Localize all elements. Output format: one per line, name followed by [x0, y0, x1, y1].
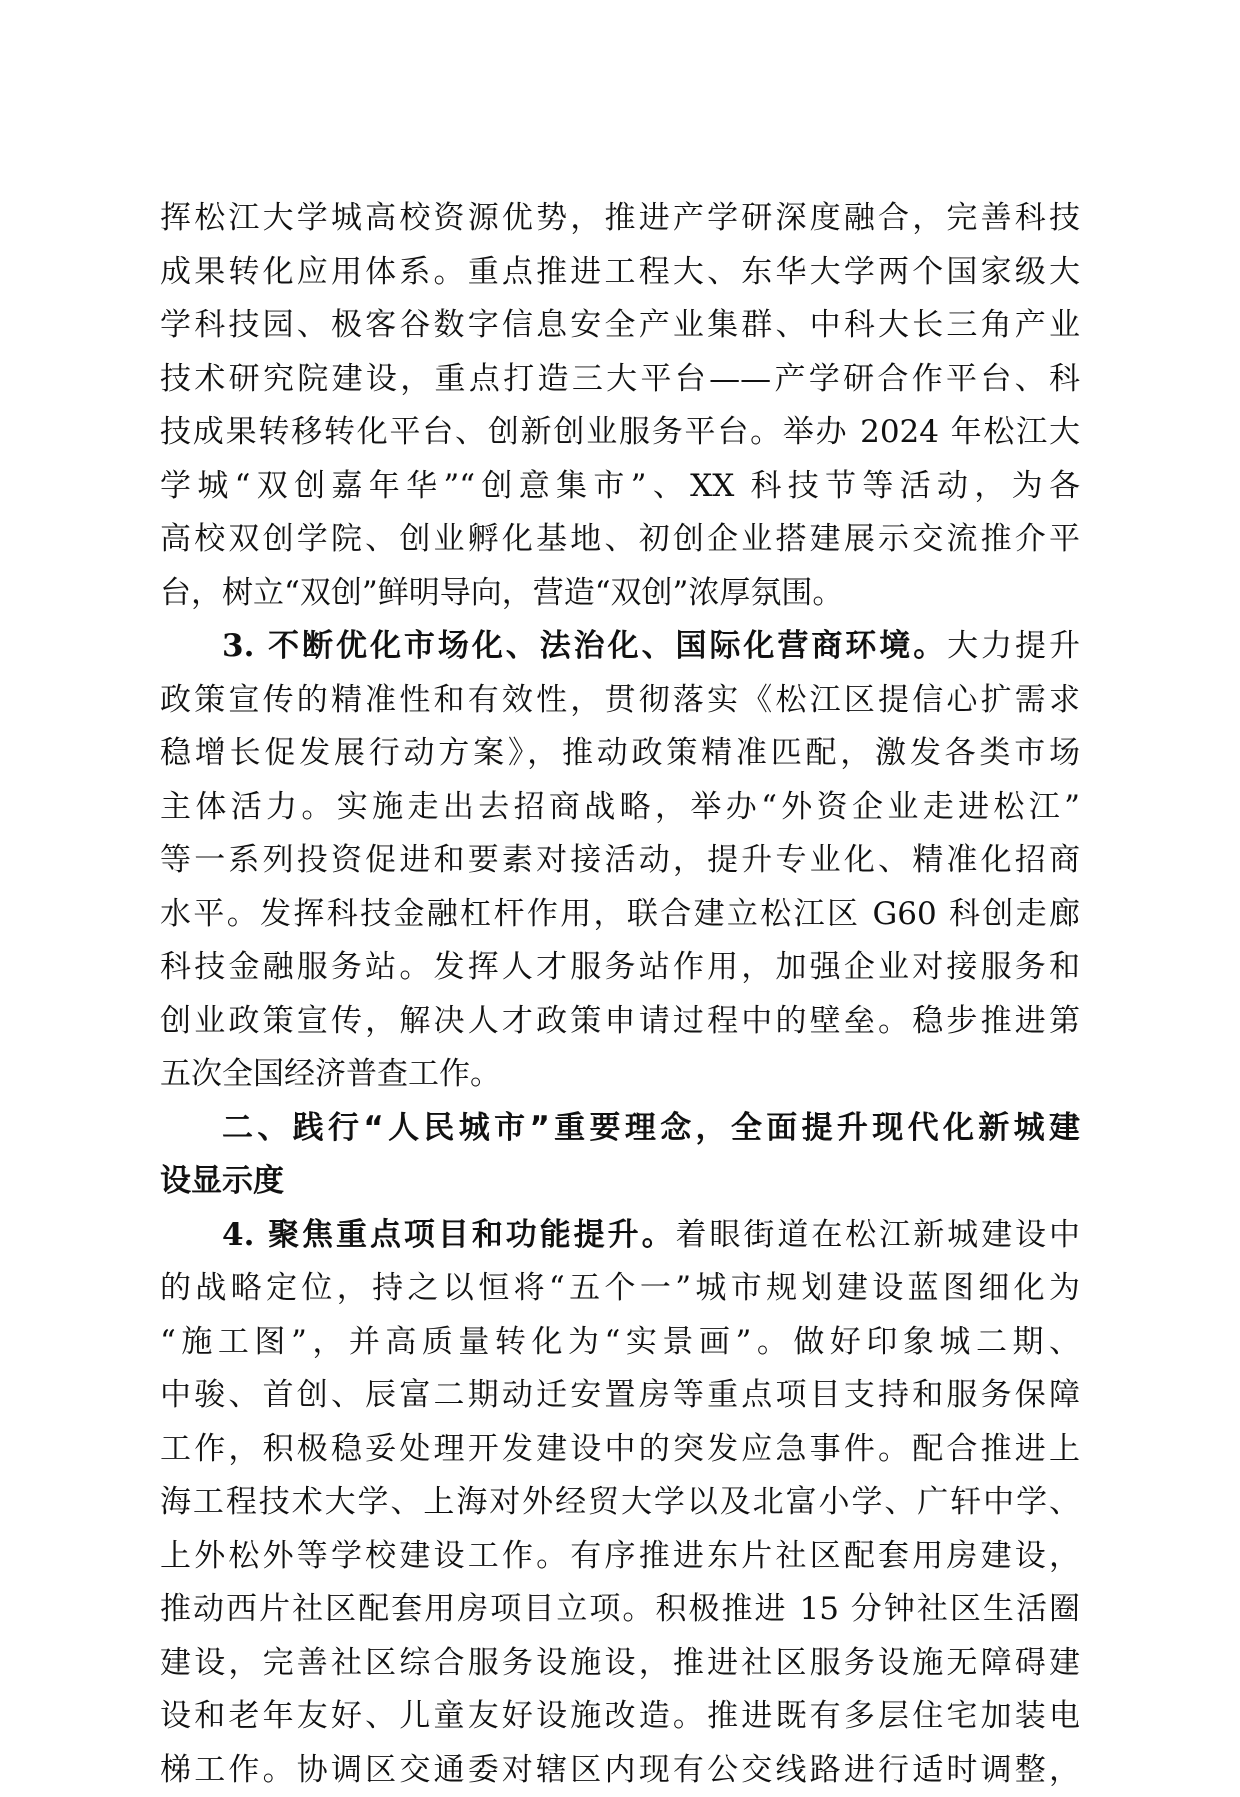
text-line: 稳增长促发展行动方案》，推动政策精准匹配，激发各类市场 — [160, 727, 1080, 781]
section-4-first-text: 着眼街道在松江新城建设中 — [676, 1217, 1080, 1253]
text-line: 海工程技术大学、上海对外经贸大学以及北富小学、广轩中学、 — [160, 1476, 1080, 1530]
text-line: 成果转化应用体系。重点推进工程大、东华大学两个国家级大 — [160, 246, 1080, 300]
paragraph-section-3 — [160, 620, 1080, 1102]
document-page — [160, 192, 1080, 1797]
section-3-title: 3. 不断优化市场化、法治化、国际化营商环境。 — [222, 628, 947, 664]
heading-line: 二、践行“人民城市”重要理念，全面提升现代化新城建 — [160, 1102, 1080, 1156]
text-line: 学科技园、极客谷数字信息安全产业集群、中科大长三角产业 — [160, 299, 1080, 353]
text-line: 等一系列投资促进和要素对接活动，提升专业化、精准化招商 — [160, 834, 1080, 888]
text-line: 梯工作。协调区交通委对辖区内现有公交线路进行适时调整， — [160, 1744, 1080, 1797]
paragraph-continued — [160, 192, 1080, 620]
section-3-first-text: 大力提升 — [947, 628, 1080, 664]
section-3-first-line — [160, 620, 1080, 674]
text-line: 科技金融服务站。发挥人才服务站作用，加强企业对接服务和 — [160, 941, 1080, 995]
text-line: 五次全国经济普查工作。 — [160, 1048, 1080, 1102]
text-line: 主体活力。实施走出去招商战略，举办“外资企业走进松江” — [160, 781, 1080, 835]
text-line: 建设，完善社区综合服务设施设，推进社区服务设施无障碍建 — [160, 1637, 1080, 1691]
text-line: 水平。发挥科技金融杠杆作用，联合建立松江区 G60 科创走廊 — [160, 888, 1080, 942]
text-line: 高校双创学院、创业孵化基地、初创企业搭建展示交流推介平 — [160, 513, 1080, 567]
text-line: 中骏、首创、辰富二期动迁安置房等重点项目支持和服务保障 — [160, 1369, 1080, 1423]
text-line: 技术研究院建设，重点打造三大平台——产学研合作平台、科 — [160, 353, 1080, 407]
text-line: 创业政策宣传，解决人才政策申请过程中的壁垒。稳步推进第 — [160, 995, 1080, 1049]
paragraph-section-4 — [160, 1209, 1080, 1797]
text-line: “施工图”，并高质量转化为“实景画”。做好印象城二期、 — [160, 1316, 1080, 1370]
text-line: 的战略定位，持之以恒将“五个一”城市规划建设蓝图细化为 — [160, 1262, 1080, 1316]
heading-line: 设显示度 — [160, 1155, 1080, 1209]
text-line: 工作，积极稳妥处理开发建设中的突发应急事件。配合推进上 — [160, 1423, 1080, 1477]
section-heading-2 — [160, 1102, 1080, 1209]
text-line: 上外松外等学校建设工作。有序推进东片社区配套用房建设， — [160, 1530, 1080, 1584]
text-line: 台，树立“双创”鲜明导向，营造“双创”浓厚氛围。 — [160, 567, 1080, 621]
text-line: 挥松江大学城高校资源优势，推进产学研深度融合，完善科技 — [160, 192, 1080, 246]
text-line: 技成果转移转化平台、创新创业服务平台。举办 2024 年松江大 — [160, 406, 1080, 460]
section-4-first-line — [160, 1209, 1080, 1263]
text-line: 学城“双创嘉年华”“创意集市”、XX 科技节等活动，为各 — [160, 460, 1080, 514]
section-4-title: 4. 聚焦重点项目和功能提升。 — [222, 1217, 676, 1253]
text-line: 设和老年友好、儿童友好设施改造。推进既有多层住宅加装电 — [160, 1690, 1080, 1744]
text-line: 推动西片社区配套用房项目立项。积极推进 15 分钟社区生活圈 — [160, 1583, 1080, 1637]
text-line: 政策宣传的精准性和有效性，贯彻落实《松江区提信心扩需求 — [160, 674, 1080, 728]
